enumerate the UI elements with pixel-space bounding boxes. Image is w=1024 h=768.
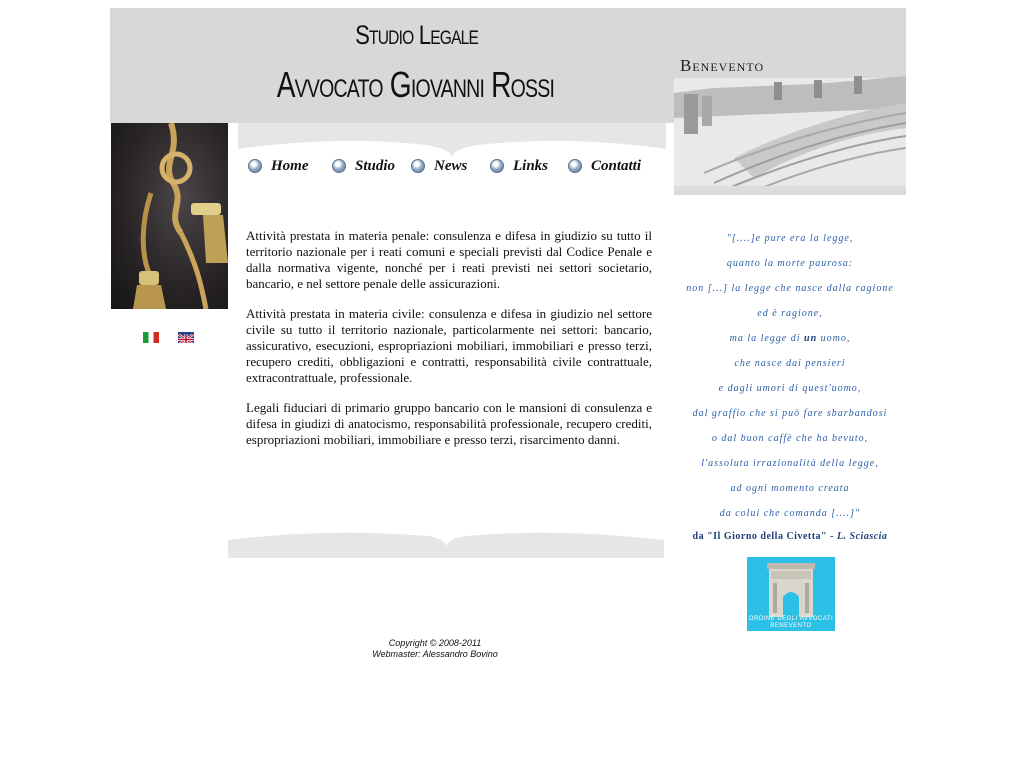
bullet-icon [411,159,425,173]
header-city-image [674,8,906,195]
nav-home[interactable] [248,157,309,175]
nav-links[interactable] [490,157,548,175]
bullet-icon [490,159,504,173]
nav-contatti[interactable] [568,157,641,175]
main-content [246,228,652,462]
bullet-icon [248,159,262,173]
poem-line: che nasce dai pensieri [734,358,846,369]
nav-news-label: News [434,157,468,174]
city-label: Benevento [680,56,765,75]
bullet-icon [568,159,582,173]
paragraph-penale: Attività prestata in materia penale: consulenza e difesa in giudizio su tutto il territorio nazionale per i reati comuni e speciali previsti dal Codice Penale e dalla normativa vigente, nonché per i reati previsti nei settori societario, bancario, e nel settore penale delle assicurazioni. [246,228,652,291]
scroll-bottom-decoration [228,526,664,558]
poem-line: l'assoluta irrazionalità della legge, [701,458,879,469]
ordine-avvocati-badge[interactable] [747,557,835,631]
poem-line: dal graffio che si può fare sbarbandosi [692,408,888,419]
poem-line: ad ogni momento creata [730,483,850,494]
badge-line2: BENEVENTO [770,623,812,629]
nav-home-label: Home [271,157,309,174]
poem-line: o dal buon caffè che ha bevuto, [711,433,869,444]
italian-flag-icon[interactable] [143,332,159,343]
poem-credit-source: da "Il Giorno della Civetta" - [692,531,837,542]
copyright-text: Copyright © 2008-2011 [388,638,482,648]
poem-credit [676,531,904,542]
site-header [110,8,674,123]
amphitheatre-image [674,8,906,195]
poem-quote [676,231,904,531]
header-title-lawyer: Avvocato Giovanni Rossi [276,64,555,105]
badge-line1: ORDINE DEGLI AVVOCATI [748,616,834,622]
poem-line: e dagli umori di quest'uomo, [718,383,862,394]
poem-line [676,331,904,356]
webmaster-text: Webmaster: Alessandro Bovino [372,649,498,659]
gold-rope-icon [111,123,228,309]
paragraph-bancario: Legali fiduciari di primario gruppo bancario con le mansioni di consulenza e difesa in giudizi di anatocismo, responsabilità professionale, recupero crediti, espropriazioni mobiliari, immobiliare e presso terzi, risarcimento danni. [246,400,652,447]
poem-line-tail: uomo, [817,333,851,344]
nav-studio-label: Studio [355,157,396,174]
page-footer [335,638,535,660]
poem-line: "[....]e pure era la legge, [726,233,854,244]
poem-line: da colui che comanda [....]" [719,508,861,519]
poem-line: quanto la morte paurosa: [726,258,854,269]
poem-bold-word: un [804,333,818,344]
poem-line: ed è ragione, [757,308,823,319]
badge-text [747,616,835,630]
toga-tassel-image [111,123,228,309]
nav-studio[interactable] [332,157,395,175]
nav-links-label: Links [513,157,549,174]
paragraph-civile: Attività prestata in materia civile: consulenza e difesa in giudizio nel settore civile su tutto il territorio nazionale, particolarmente nei settori: bancario, assicurativo, esecuzioni, espropriazioni mobiliari, immobiliari e presso terzi, recupero crediti, obbligazioni e contratti, responsabilità civile contrattuale, extracontrattuale, professionale. [246,306,652,385]
bullet-icon [332,159,346,173]
poem-line-text: ma la legge di [729,333,801,344]
uk-flag-icon[interactable] [178,332,194,343]
header-title-studio: Studio Legale [355,20,479,50]
poem-line: non [...] la legge che nasce dalla ragione [686,283,894,294]
poem-credit-author: L. Sciascia [836,531,888,542]
nav-news[interactable] [411,157,467,175]
nav-contatti-label: Contatti [591,157,642,174]
